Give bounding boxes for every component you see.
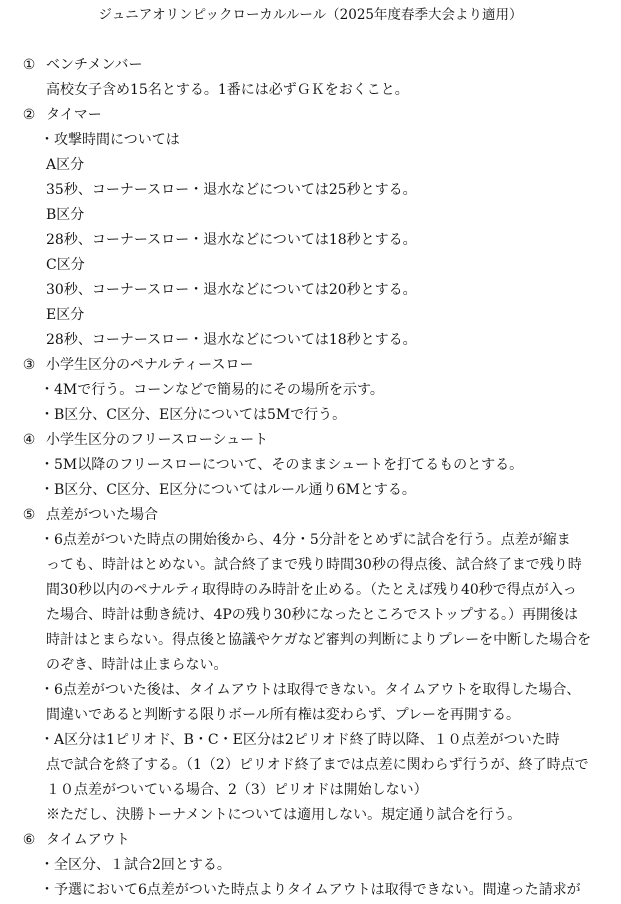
- rule-number: ③: [22, 357, 36, 373]
- rule-text-line: っても、時計はとめない。試合終了まで残り時間30秒の得点後、試合終了まで残り時: [46, 557, 582, 573]
- rule-text-line: ・6点差がついた時点の開始後から、4分・5分計をとめずに試合を行う。点差が縮ま: [40, 532, 571, 548]
- rule-section: [0, 503, 621, 828]
- rule-section-heading: [0, 428, 621, 453]
- rule-number: ②: [22, 107, 36, 123]
- rule-text-line: １０点差がついている場合、2（3）ピリオドは開始しない）: [46, 782, 428, 798]
- rule-text-line: た場合、時計は動き続け、4Pの残り30秒になったところでストップする。）再開後は: [46, 607, 579, 623]
- rule-section-heading: [0, 53, 621, 78]
- rule-title: タイムアウト: [46, 832, 130, 848]
- rule-text-line: 時計はとまらない。得点後と協議やケガなど審判の判断によりプレーを中断した場合を: [46, 632, 592, 648]
- rule-text-line: E区分: [46, 307, 85, 323]
- rule-section-heading: [0, 103, 621, 128]
- rule-text-line: のぞき、時計は止まらない。: [46, 657, 228, 673]
- rule-section-heading: [0, 353, 621, 378]
- rule-title: 点差がついた場合: [46, 507, 158, 523]
- rule-text-line: 間30秒以内のペナルティ取得時のみ時計を止める。（たとえば残り40秒で得点が入っ: [46, 582, 577, 598]
- rule-section: [0, 828, 621, 903]
- rule-section: [0, 428, 621, 503]
- rule-number: ①: [22, 57, 36, 73]
- rule-section-heading: [0, 828, 621, 853]
- rule-section: [0, 53, 621, 103]
- rule-text-line: 点で試合を終了する。（1（2）ピリオド終了までは点差に関わらず行うが、終了時点で: [46, 757, 589, 773]
- rule-text-line: ・B区分、C区分、E区分についてはルール通り6Mとする。: [40, 482, 416, 498]
- rule-text-line: ・B区分、C区分、E区分については5Mで行う。: [40, 407, 347, 423]
- rule-number: ④: [22, 432, 36, 448]
- rule-number: ⑤: [22, 507, 36, 523]
- rule-text-line: ・予選において6点差がついた時点よりタイムアウトは取得できない。間違った請求が: [40, 882, 581, 898]
- rule-text-line: 間違いであると判断する限りボール所有権は変わらず、プレーを再開する。: [46, 707, 521, 723]
- rule-title: 小学生区分のペナルティースロー: [46, 357, 254, 373]
- rule-text-line: ・6点差がついた後は、タイムアウトは取得できない。タイムアウトを取得した場合、: [40, 682, 581, 698]
- rule-text-line: 高校女子含め15名とする。1番には必ずＧＫをおくこと。: [46, 82, 409, 98]
- rule-text-line: ・A区分は1ピリオド、B・C・E区分は2ピリオド終了時以降、１０点差がついた時: [40, 732, 560, 748]
- rule-text-line: ※ただし、決勝トーナメントについては適用しない。規定通り試合を行う。: [46, 807, 522, 823]
- rules-list: [0, 53, 621, 903]
- rule-title: 小学生区分のフリースローシュート: [46, 432, 269, 448]
- rule-text-line: 28秒、コーナースロー・退水などについては18秒とする。: [46, 232, 417, 248]
- rule-section-heading: [0, 503, 621, 528]
- rule-text-line: 35秒、コーナースロー・退水などについては25秒とする。: [46, 182, 417, 198]
- document-title: ジュニアオリンピックローカルルール（2025年度春季大会より適用）: [98, 7, 523, 23]
- rule-text-line: B区分: [46, 207, 85, 223]
- rule-number: ⑥: [22, 832, 36, 848]
- rule-text-line: ・攻撃時間については: [40, 132, 180, 148]
- rule-text-line: C区分: [46, 257, 85, 273]
- rule-text-line: 28秒、コーナースロー・退水などについては18秒とする。: [46, 332, 417, 348]
- rule-section: [0, 103, 621, 353]
- rule-section: [0, 353, 621, 428]
- rule-text-line: ・4Mで行う。コーンなどで簡易的にその場所を示す。: [40, 382, 384, 398]
- rule-title: タイマー: [46, 107, 102, 123]
- rule-text-line: 30秒、コーナースロー・退水などについては20秒とする。: [46, 282, 417, 298]
- rule-text-line: A区分: [46, 157, 85, 173]
- rule-title: ベンチメンバー: [46, 57, 143, 73]
- rule-text-line: ・5M以降のフリースローについて、そのままシュートを打てるものとする。: [40, 457, 524, 473]
- rule-text-line: ・全区分、１試合2回とする。: [40, 857, 231, 873]
